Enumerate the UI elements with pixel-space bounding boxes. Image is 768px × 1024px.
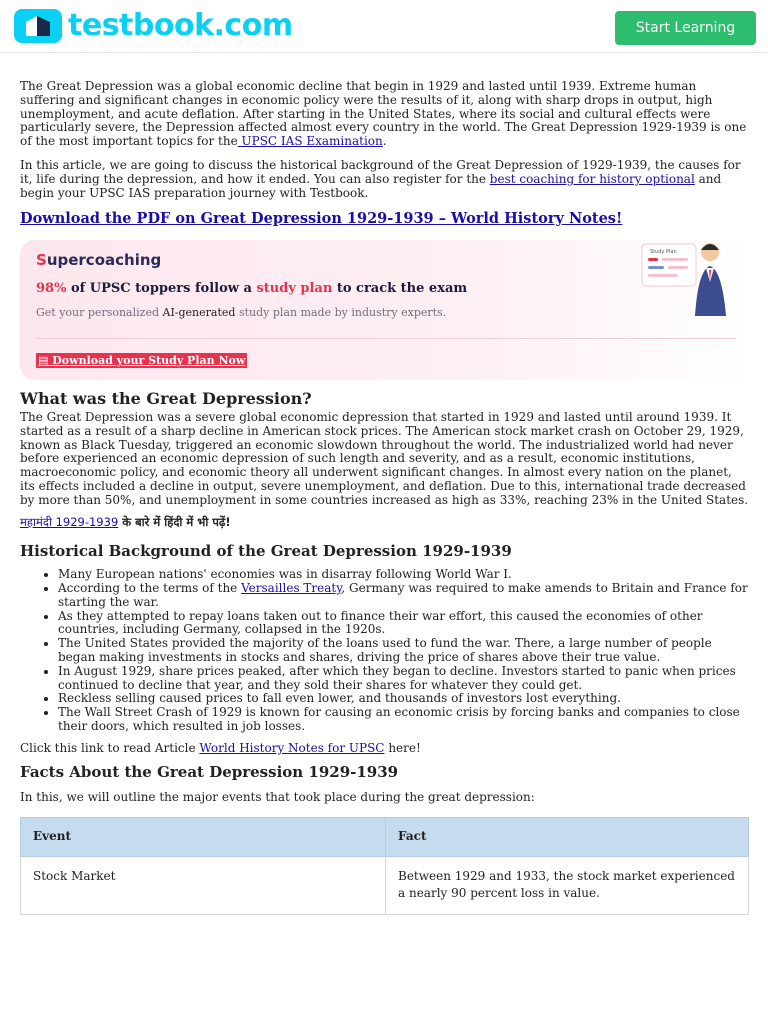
illustration-label: Study Plan bbox=[650, 249, 677, 256]
banner-headline: 98% of UPSC toppers follow a study plan to crack the exam bbox=[36, 281, 468, 297]
what-paragraph: The Great Depression was a severe global economic depression that started in 1929 and lasted until around 1939. It started as a result of a sharp decline in American stock prices. The American stock market crash on October 29, 1929, known as Black Tuesday, triggered an economic slowdown throughout the world. The industrialized world had never before experienced an economic depression of such length and severity, and as a result, economic institutions, macroeconomic policy, and economic theory all underwent significant changes. In almost every nation on the planet, its effects included a decline in output, severe unemployment, and deflation. Due to this, international trade decreased by more than 50%, and unemployment in some countries increased as high as 33%, reaching 23% in the United States. bbox=[20, 409, 749, 507]
table-cell-event: Stock Market bbox=[21, 857, 386, 915]
hindi-read-line: महामंदी 1929-1939 के बारे में हिंदी में भी पढ़ें! bbox=[20, 514, 231, 529]
download-study-plan-button[interactable]: ▤ Download your Study Plan Now bbox=[38, 354, 246, 368]
logo-text: testbook.com bbox=[68, 8, 293, 43]
list-item: • According to the terms of the Versailles Treaty, Germany was required to make amends to Britain and France for starting the war. bbox=[58, 582, 750, 610]
intro-paragraph-2: In this article, we are going to discuss the historical background of the Great Depression of 1929-1939, the causes for it, life during the depression, and how it ended. You can also register for the best coaching for history optional and begin your UPSC IAS preparation journey with Testbook. bbox=[20, 157, 741, 200]
start-learning-button[interactable]: Start Learning bbox=[615, 11, 756, 45]
study-plan-illustration-icon bbox=[640, 236, 740, 318]
book-icon bbox=[14, 9, 62, 43]
banner-subtext: Get your personalized AI-generated study plan made by industry experts. bbox=[36, 306, 447, 320]
history-bullet-list bbox=[20, 568, 750, 734]
table-header-row bbox=[21, 818, 749, 857]
column-header-event: Event bbox=[21, 818, 386, 857]
document-icon: ▤ bbox=[38, 354, 49, 368]
world-history-line: Click this link to read Article World History Notes for UPSC here! bbox=[20, 740, 421, 755]
intro-paragraph-1: The Great Depression was a global economic decline that begin in 1929 and lasted until 1939. Extreme human suffering and significant changes in economic policy were the results of it, along with sharp drops in output, high unemployment, and acute deflation. After starting in the United States, where its social and cultural effects were particularly severe, the Depression affected almost every country in the world. The Great Depression 1929-1939 is one of the most important topics for the UPSC IAS Examination. bbox=[20, 79, 747, 149]
list-item: • As they attempted to repay loans taken out to finance their war effort, this caused the economies of other countries, including Germany, collapsed in the 1920s. bbox=[58, 610, 750, 638]
supercoaching-logo: Supercoaching bbox=[36, 251, 162, 270]
column-header-fact: Fact bbox=[386, 818, 749, 857]
section-heading-facts: Facts About the Great Depression 1929-1939 bbox=[20, 762, 399, 781]
best-coaching-link[interactable]: best coaching for history optional bbox=[489, 171, 695, 186]
supercoaching-banner bbox=[20, 240, 750, 380]
article-body bbox=[20, 80, 750, 915]
banner-divider bbox=[36, 338, 736, 339]
hindi-article-link[interactable]: महामंदी 1929-1939 bbox=[20, 514, 119, 529]
versailles-treaty-link[interactable]: Versailles Treaty bbox=[241, 580, 342, 595]
upsc-ias-exam-link[interactable]: UPSC IAS Examination bbox=[237, 134, 383, 149]
world-history-notes-link[interactable]: World History Notes for UPSC bbox=[199, 740, 385, 755]
section-heading-history: Historical Background of the Great Depression 1929-1939 bbox=[20, 542, 512, 561]
facts-intro: In this, we will outline the major events that took place during the great depression: bbox=[20, 790, 535, 805]
list-item: • In August 1929, share prices peaked, after which they began to decline. Investors started to panic when prices continued to decline that year, and they sold their shares for whatever they could get. bbox=[58, 665, 750, 693]
testbook-logo[interactable] bbox=[14, 9, 293, 43]
list-item: • Reckless selling caused prices to fall even lower, and thousands of investors lost everything. bbox=[58, 692, 750, 706]
download-pdf-link[interactable]: Download the PDF on Great Depression 1929-1939 – World History Notes! bbox=[20, 210, 623, 228]
list-item: • The Wall Street Crash of 1929 is known for causing an economic crisis by forcing banks and companies to close their doors, which resulted in job losses. bbox=[58, 706, 750, 734]
list-item: • Many European nations' economies was in disarray following World War I. bbox=[58, 568, 750, 582]
list-item: • The United States provided the majority of the loans used to fund the war. There, a large number of people began making investments in stocks and shares, driving the price of shares above their true value. bbox=[58, 637, 750, 665]
section-heading-what: What was the Great Depression? bbox=[20, 389, 312, 409]
facts-table bbox=[20, 817, 749, 915]
table-cell-fact: Between 1929 and 1933, the stock market experienced a nearly 90 percent loss in value. bbox=[386, 857, 749, 915]
site-header bbox=[0, 0, 768, 53]
table-row bbox=[21, 857, 749, 915]
